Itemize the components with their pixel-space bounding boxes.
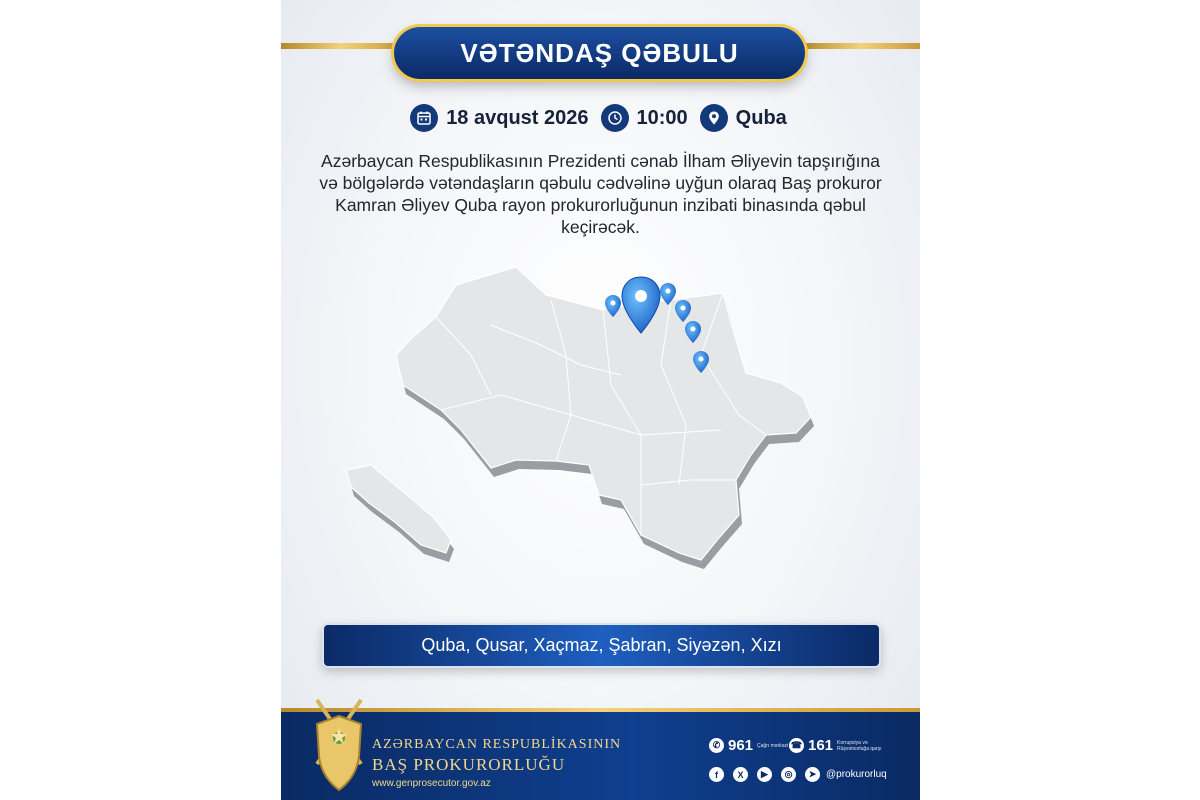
event-time-text: 10:00 [636,106,688,129]
org-name-line2: BAŞ PROKURORLUĞU [372,755,566,774]
hotline-call-center-number: 961 [728,737,754,754]
location-pin-icon [700,104,728,132]
clock-icon [601,104,629,132]
districts-banner [322,623,881,668]
calendar-icon [410,104,438,132]
prosecutor-emblem [309,694,369,794]
poster [281,0,920,800]
event-date [410,104,588,132]
footer [281,712,920,800]
page-title: VƏTƏNDAŞ QƏBULU [460,37,739,68]
org-name-line1: AZƏRBAYCAN RESPUBLİKASININ [372,737,622,752]
title-gold-line-right [801,43,920,49]
announcement-text: Azərbaycan Respublikasının Prezidenti cənab İlham Əliyevin tapşırığına və bölgələrdə vətəndaşların qəbulu cədvəlinə uyğun olaraq Baş prokuror Kamran Əliyev Quba rayon prokurorluğunun inzibati binasında qəbul keçirəcək. [319,151,882,237]
website-link[interactable]: www.genprosecutor.gov.az [372,778,491,789]
title-gold-line-left [281,43,401,49]
districts-list: Quba, Qusar, Xaçmaz, Şabran, Siyəzən, Xızı [421,635,782,655]
phone-icon: ✆ [709,738,724,753]
hotline-call-center-label: Çağrı mərkəzi [757,742,789,749]
headset-icon: ☎ [789,738,804,753]
event-location [700,104,787,132]
event-meta-row [281,104,920,132]
facebook-icon[interactable]: f [709,767,724,782]
social-links [709,767,887,782]
x-icon[interactable]: X [733,767,748,782]
hotline-call-center[interactable] [709,737,795,754]
telegram-icon[interactable]: ➤ [805,767,820,782]
azerbaijan-map [341,255,861,620]
event-time [601,104,688,132]
social-handle[interactable]: @prokurorluq [826,769,887,780]
hotline-anticorruption[interactable] [789,737,889,754]
instagram-icon[interactable]: ◎ [781,767,796,782]
event-location-text: Quba [735,106,787,129]
title-banner [394,27,805,79]
event-date-text: 18 avqust 2026 [446,106,589,129]
hotline-anticorruption-number: 161 [808,737,834,754]
youtube-icon[interactable]: ▶ [757,767,772,782]
map-nakhchivan-exclave [346,465,451,553]
hotline-anticorruption-label: Korrupsiya və Rüşvətxorluğa qarşı [837,739,882,752]
